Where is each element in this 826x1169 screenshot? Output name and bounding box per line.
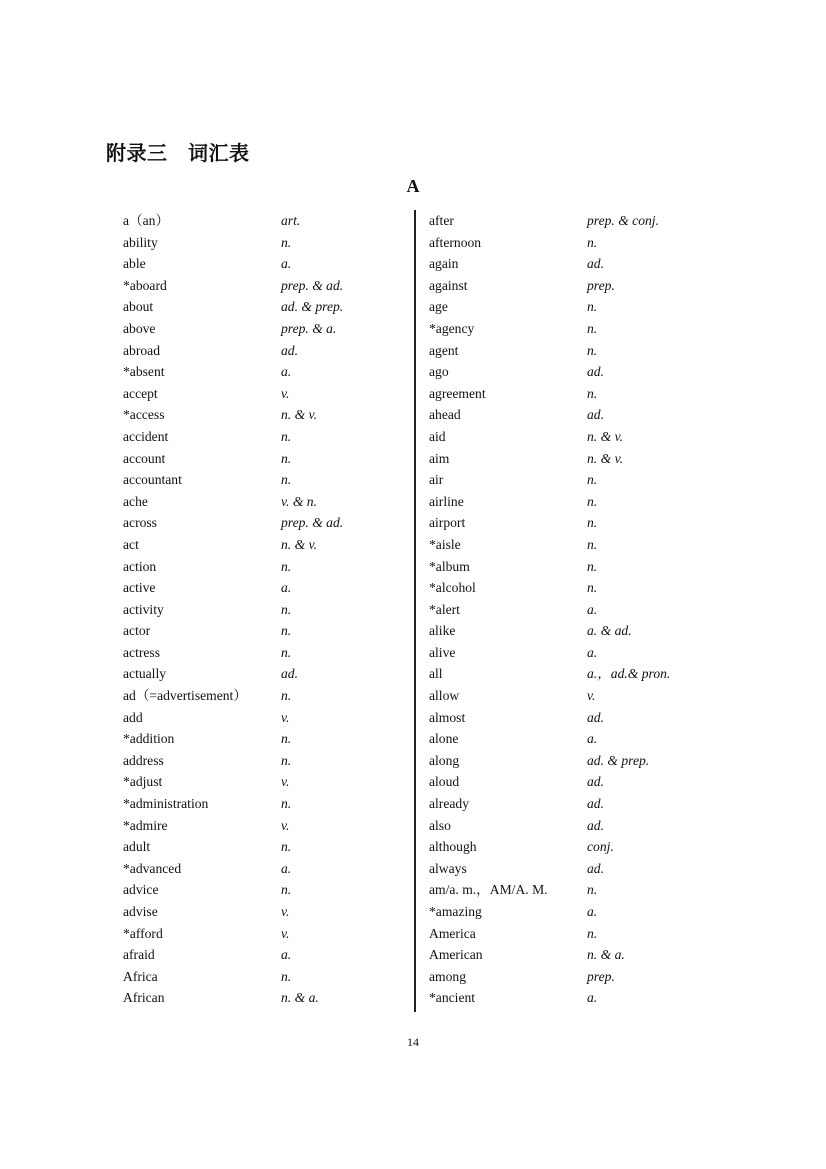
entry-word: agent	[429, 342, 459, 358]
vocabulary-entry	[429, 253, 729, 275]
vocabulary-entry	[123, 232, 423, 254]
entry-word: also	[429, 817, 451, 833]
entry-word: ad（=advertisement）	[123, 688, 247, 704]
entry-word: accident	[123, 428, 169, 444]
entry-word: after	[429, 213, 454, 228]
entry-part-of-speech: ad.	[587, 256, 604, 272]
entry-part-of-speech: n.	[281, 558, 292, 574]
entry-part-of-speech: n.	[281, 644, 292, 660]
vocabulary-entry	[123, 944, 423, 966]
entry-part-of-speech: prep. & a.	[281, 320, 337, 336]
entry-part-of-speech: n.	[281, 623, 292, 639]
entry-word: aim	[429, 450, 450, 466]
entry-part-of-speech: n.	[587, 580, 598, 596]
entry-word: *adjust	[123, 774, 163, 790]
entry-part-of-speech: a. & ad.	[587, 623, 632, 639]
entry-word: add	[123, 709, 143, 725]
entry-word: airport	[429, 515, 466, 531]
entry-word: *access	[123, 407, 165, 423]
entry-word: alone	[429, 731, 459, 747]
vocabulary-entry	[123, 599, 423, 621]
entry-part-of-speech: a.，ad.& pron.	[587, 666, 671, 682]
entry-part-of-speech: ad.	[587, 709, 604, 725]
entry-part-of-speech: n.	[281, 428, 292, 444]
entry-word: *amazing	[429, 904, 482, 919]
entry-word: advise	[123, 904, 158, 919]
entry-part-of-speech: a.	[281, 947, 292, 963]
entry-word: activity	[123, 601, 164, 617]
vocabulary-entry	[123, 728, 423, 750]
entry-part-of-speech: ad.	[281, 666, 298, 682]
vocabulary-entry	[429, 966, 729, 988]
vocabulary-entry	[429, 491, 729, 513]
entry-word: actually	[123, 666, 167, 682]
entry-part-of-speech: n.	[281, 839, 292, 855]
vocabulary-entry	[429, 944, 729, 966]
vocabulary-entry	[123, 534, 423, 556]
entry-part-of-speech: n. & a.	[587, 947, 625, 963]
entry-word: *afford	[123, 925, 163, 941]
entry-part-of-speech: n.	[281, 968, 292, 984]
entry-part-of-speech: n.	[281, 882, 292, 898]
vocabulary-entry	[429, 987, 729, 1009]
entry-word: actor	[123, 623, 151, 639]
vocabulary-entry	[123, 793, 423, 815]
entry-word: already	[429, 796, 469, 812]
vocabulary-entry	[123, 210, 423, 232]
vocabulary-entry	[429, 836, 729, 858]
vocabulary-entry	[123, 491, 423, 513]
vocabulary-entry	[123, 923, 423, 945]
vocabulary-entry	[123, 858, 423, 880]
entry-word: allow	[429, 688, 460, 704]
entry-word: across	[123, 515, 157, 531]
vocabulary-entry	[429, 210, 729, 232]
vocabulary-entry	[429, 771, 729, 793]
vocabulary-entry	[429, 815, 729, 837]
vocabulary-entry	[429, 577, 729, 599]
vocabulary-entry	[123, 879, 423, 901]
vocabulary-entry	[123, 340, 423, 362]
entry-part-of-speech: n.	[281, 731, 292, 747]
entry-word: although	[429, 839, 477, 855]
entry-word: abroad	[123, 342, 160, 358]
vocabulary-entry	[123, 987, 423, 1009]
entry-part-of-speech: a.	[587, 904, 598, 919]
entry-part-of-speech: v. & n.	[281, 493, 317, 509]
entry-part-of-speech: prep.	[587, 968, 615, 984]
entry-part-of-speech: n.	[587, 234, 598, 250]
entry-part-of-speech: a.	[281, 256, 292, 272]
entry-part-of-speech: n.	[281, 472, 292, 488]
vocabulary-entry	[429, 685, 729, 707]
entry-part-of-speech: a.	[281, 580, 292, 596]
vocabulary-entry	[429, 512, 729, 534]
entry-part-of-speech: n.	[587, 320, 598, 336]
vocabulary-entry	[123, 469, 423, 491]
entry-word: always	[429, 860, 467, 876]
entry-word: airline	[429, 493, 464, 509]
entry-word: address	[123, 752, 164, 768]
entry-word: *advanced	[123, 860, 182, 876]
entry-part-of-speech: n.	[587, 515, 598, 531]
entry-word: *addition	[123, 731, 175, 747]
vocabulary-entry	[429, 620, 729, 642]
vocabulary-entry	[429, 923, 729, 945]
vocabulary-entry	[123, 253, 423, 275]
entry-word: advice	[123, 882, 159, 898]
entry-part-of-speech: prep.	[587, 277, 615, 293]
vocabulary-entry	[123, 620, 423, 642]
entry-part-of-speech: n. & a.	[281, 990, 319, 1006]
vocabulary-entry	[123, 836, 423, 858]
vocabulary-entry	[123, 275, 423, 297]
entry-word: accountant	[123, 472, 182, 488]
vocabulary-entry	[429, 404, 729, 426]
entry-part-of-speech: n.	[587, 385, 598, 401]
entry-part-of-speech: v.	[281, 709, 290, 725]
entry-word: able	[123, 256, 146, 272]
vocabulary-column-left	[123, 210, 423, 1009]
entry-word: Africa	[123, 968, 158, 984]
vocabulary-entry	[123, 815, 423, 837]
entry-part-of-speech: v.	[281, 817, 290, 833]
entry-part-of-speech: n. & v.	[281, 407, 317, 423]
vocabulary-entry	[429, 663, 729, 685]
entry-part-of-speech: n.	[281, 450, 292, 466]
vocabulary-entry	[429, 361, 729, 383]
page-title: 附录三 词汇表	[106, 141, 250, 165]
entry-part-of-speech: ad.	[587, 817, 604, 833]
entry-word: afraid	[123, 947, 155, 963]
vocabulary-entry	[123, 383, 423, 405]
entry-part-of-speech: n.	[587, 536, 598, 552]
entry-word: am/a. m.，AM/A. M.	[429, 882, 548, 898]
entry-part-of-speech: a.	[587, 990, 598, 1006]
vocabulary-entry	[429, 296, 729, 318]
entry-part-of-speech: v.	[281, 925, 290, 941]
entry-part-of-speech: v.	[281, 385, 290, 401]
vocabulary-entry	[429, 707, 729, 729]
page-number: 14	[407, 1035, 419, 1049]
entry-part-of-speech: n.	[281, 752, 292, 768]
entry-word: *absent	[123, 364, 165, 380]
entry-word: almost	[429, 709, 466, 725]
vocabulary-entry	[429, 340, 729, 362]
entry-word: among	[429, 968, 466, 984]
entry-part-of-speech: a.	[281, 364, 292, 380]
entry-part-of-speech: ad.	[587, 364, 604, 380]
column-divider	[414, 210, 416, 1012]
entry-part-of-speech: v.	[281, 774, 290, 790]
vocabulary-entry	[429, 793, 729, 815]
entry-word: *alert	[429, 601, 460, 617]
vocabulary-entry	[123, 296, 423, 318]
entry-word: ache	[123, 493, 148, 509]
entry-word: alive	[429, 644, 456, 660]
entry-word: African	[123, 990, 165, 1006]
vocabulary-entry	[429, 275, 729, 297]
entry-word: against	[429, 277, 468, 293]
entry-part-of-speech: a.	[281, 860, 292, 876]
vocabulary-column-right	[429, 210, 729, 1009]
vocabulary-entry	[123, 771, 423, 793]
vocabulary-entry	[429, 534, 729, 556]
vocabulary-entry	[429, 232, 729, 254]
entry-part-of-speech: ad.	[587, 407, 604, 423]
entry-part-of-speech: ad. & prep.	[587, 752, 650, 768]
entry-word: age	[429, 299, 448, 315]
entry-part-of-speech: prep. & ad.	[281, 277, 344, 293]
vocabulary-entry	[429, 556, 729, 578]
entry-part-of-speech: a.	[587, 731, 598, 747]
entry-part-of-speech: conj.	[587, 839, 614, 855]
entry-part-of-speech: v.	[281, 904, 290, 919]
entry-word: *administration	[123, 796, 209, 812]
section-letter: A	[406, 176, 420, 196]
vocabulary-entry	[123, 361, 423, 383]
entry-word: America	[429, 925, 476, 941]
vocabulary-entry	[123, 901, 423, 923]
entry-part-of-speech: n.	[281, 796, 292, 812]
entry-word: accept	[123, 385, 158, 401]
vocabulary-entry	[429, 728, 729, 750]
vocabulary-entry	[123, 426, 423, 448]
vocabulary-entry	[429, 318, 729, 340]
entry-part-of-speech: ad. & prep.	[281, 299, 344, 315]
vocabulary-entry	[429, 469, 729, 491]
entry-word: ability	[123, 234, 158, 250]
vocabulary-entry	[429, 901, 729, 923]
entry-word: active	[123, 580, 156, 596]
entry-part-of-speech: n.	[587, 342, 598, 358]
entry-word: adult	[123, 839, 151, 855]
entry-part-of-speech: ad.	[587, 860, 604, 876]
entry-word: air	[429, 472, 444, 488]
vocabulary-entry	[429, 426, 729, 448]
entry-word: again	[429, 256, 459, 272]
entry-word: *agency	[429, 320, 475, 336]
entry-part-of-speech: n.	[587, 925, 598, 941]
entry-word: *ancient	[429, 990, 476, 1006]
entry-word: above	[123, 320, 156, 336]
entry-word: along	[429, 752, 460, 768]
entry-word: American	[429, 947, 483, 963]
entry-part-of-speech: n. & v.	[281, 536, 317, 552]
entry-part-of-speech: n.	[587, 493, 598, 509]
entry-word: *aisle	[429, 536, 461, 552]
vocabulary-entry	[123, 642, 423, 664]
entry-word: account	[123, 450, 166, 466]
entry-word: a（an）	[123, 213, 170, 228]
entry-part-of-speech: n.	[281, 234, 292, 250]
vocabulary-entry	[123, 556, 423, 578]
entry-part-of-speech: ad.	[587, 774, 604, 790]
entry-word: ahead	[429, 407, 461, 423]
entry-word: *alcohol	[429, 580, 476, 596]
vocabulary-entry	[123, 318, 423, 340]
vocabulary-entry	[123, 512, 423, 534]
entry-word: afternoon	[429, 234, 482, 250]
entry-part-of-speech: prep. & ad.	[281, 515, 344, 531]
entry-word: all	[429, 666, 443, 682]
entry-word: *admire	[123, 817, 168, 833]
vocabulary-entry	[123, 448, 423, 470]
entry-word: *album	[429, 558, 470, 574]
entry-part-of-speech: n. & v.	[587, 450, 623, 466]
entry-part-of-speech: art.	[281, 213, 301, 228]
entry-part-of-speech: n.	[587, 558, 598, 574]
vocabulary-entry	[429, 642, 729, 664]
vocabulary-entry	[123, 577, 423, 599]
entry-part-of-speech: n.	[281, 601, 292, 617]
vocabulary-entry	[123, 663, 423, 685]
entry-part-of-speech: n.	[587, 882, 598, 898]
entry-word: agreement	[429, 385, 486, 401]
vocabulary-entry	[123, 966, 423, 988]
entry-word: ago	[429, 364, 449, 380]
entry-word: actress	[123, 644, 160, 660]
entry-word: act	[123, 536, 139, 552]
vocabulary-entry	[123, 707, 423, 729]
entry-part-of-speech: n.	[281, 688, 292, 704]
vocabulary-entry	[429, 383, 729, 405]
entry-part-of-speech: v.	[587, 688, 596, 704]
vocabulary-entry	[123, 750, 423, 772]
entry-part-of-speech: n.	[587, 299, 598, 315]
entry-part-of-speech: ad.	[587, 796, 604, 812]
entry-part-of-speech: ad.	[281, 342, 298, 358]
entry-part-of-speech: n.	[587, 472, 598, 488]
vocabulary-entry	[123, 404, 423, 426]
vocabulary-entry	[429, 599, 729, 621]
entry-part-of-speech: a.	[587, 644, 598, 660]
entry-word: aid	[429, 428, 446, 444]
entry-word: alike	[429, 623, 456, 639]
entry-word: action	[123, 558, 157, 574]
vocabulary-entry	[123, 685, 423, 707]
entry-word: about	[123, 299, 154, 315]
entry-part-of-speech: n. & v.	[587, 428, 623, 444]
entry-word: aloud	[429, 774, 460, 790]
vocabulary-entry	[429, 879, 729, 901]
entry-part-of-speech: prep. & conj.	[587, 213, 659, 228]
vocabulary-entry	[429, 750, 729, 772]
entry-part-of-speech: a.	[587, 601, 598, 617]
vocabulary-entry	[429, 448, 729, 470]
entry-word: *aboard	[123, 277, 167, 293]
vocabulary-entry	[429, 858, 729, 880]
